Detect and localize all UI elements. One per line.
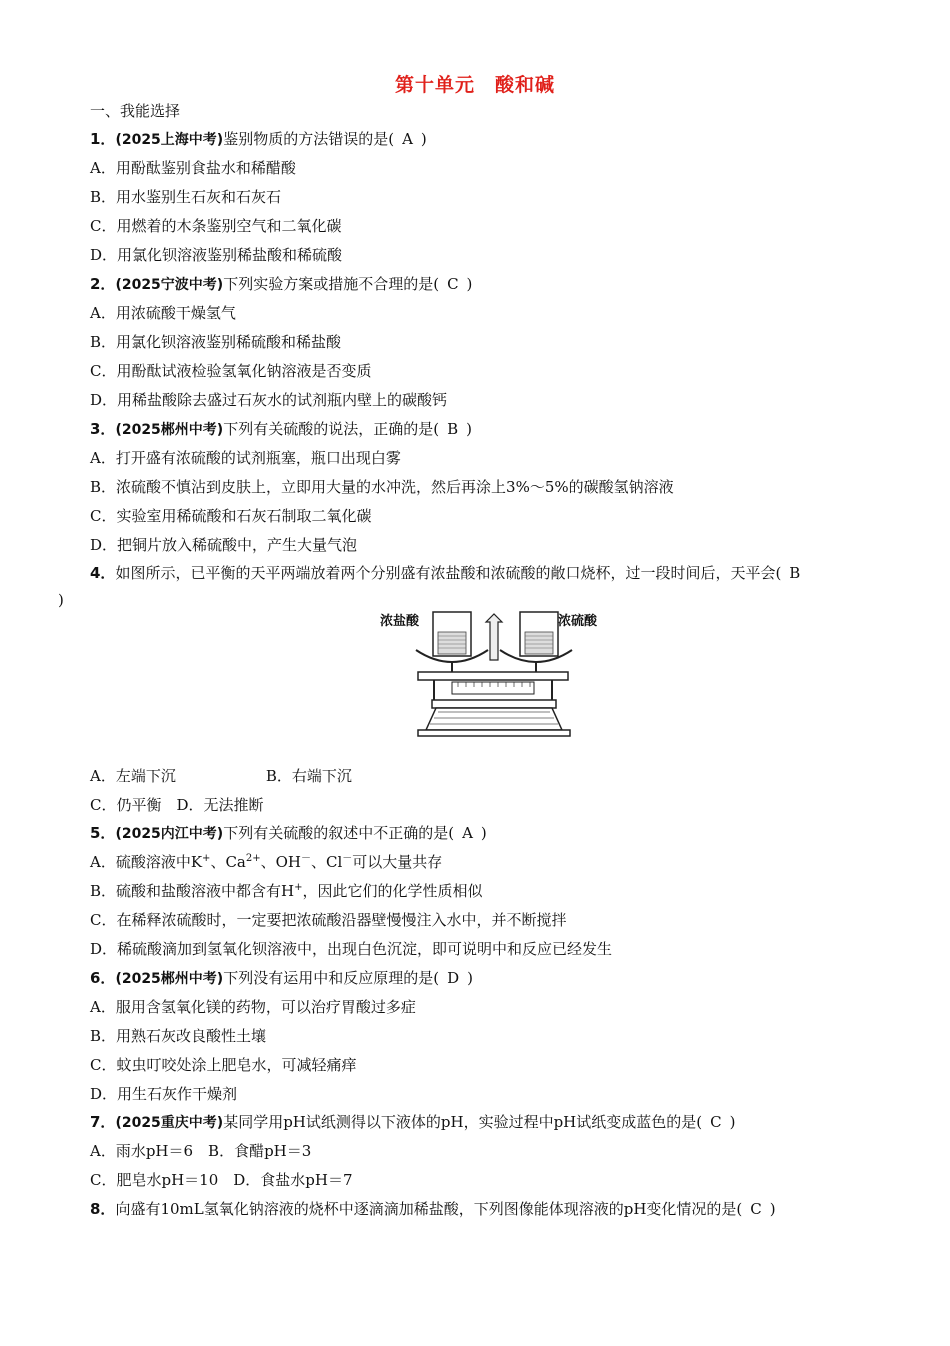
question-6	[90, 968, 473, 989]
base-top	[432, 700, 556, 708]
option-text: ，因此它们的化学性质相似	[302, 882, 483, 900]
close-paren: )	[466, 420, 472, 438]
question-source: (2025郴州中考)	[115, 971, 224, 987]
question-stem: 鉴别物质的方法错误的是(	[223, 130, 395, 148]
beam	[418, 672, 568, 680]
option: B．用熟石灰改良酸性土壤	[90, 1027, 267, 1045]
question-number: 1．	[90, 130, 116, 148]
question-source: (2025郴州中考)	[115, 422, 224, 438]
answer: C	[447, 275, 459, 293]
question-number: 8．	[90, 1200, 116, 1218]
close-paren: )	[480, 824, 487, 842]
question-stem: 下列实验方案或措施不合理的是(	[223, 275, 440, 293]
option: D．用生石灰作干燥剂	[90, 1085, 238, 1103]
option	[90, 881, 483, 901]
option: C．用酚酞试液检验氢氧化钠溶液是否变质	[90, 362, 372, 380]
question-source: (2025重庆中考)	[115, 1115, 224, 1131]
option: A．雨水pH＝6 B．食醋pH＝3	[90, 1142, 312, 1160]
option-text: 、OH	[260, 853, 301, 871]
answer: A	[462, 824, 473, 842]
answer: C	[750, 1200, 762, 1218]
page-title: 第十单元 酸和碱	[394, 74, 555, 96]
option: C．在稀释浓硫酸时，一定要把浓硫酸沿器壁慢慢注入水中，并不断搅拌	[90, 911, 567, 929]
close-paren: )	[729, 1113, 736, 1131]
section-heading: 一、我能选择	[90, 102, 181, 120]
label-conc-h2so4: 浓硫酸	[558, 614, 598, 629]
option: B．用氯化钡溶液鉴别稀硫酸和稀盐酸	[90, 333, 342, 351]
question-1	[90, 129, 427, 150]
base	[426, 708, 562, 730]
option: C．仍平衡 D．无法推断	[90, 796, 264, 814]
option: B．浓硫酸不慎沾到皮肤上，立即用大量的水冲洗，然后再涂上3%～5%的碳酸氢钠溶液	[90, 478, 674, 496]
question-number: 7．	[90, 1113, 116, 1131]
question-number: 3．	[90, 420, 116, 438]
right-beaker	[520, 612, 558, 656]
question-stem: 下列有关硫酸的叙述中不正确的是(	[223, 824, 455, 842]
option: A．打开盛有浓硫酸的试剂瓶塞，瓶口出现白雾	[90, 449, 401, 467]
option-text: 可以大量共存	[352, 853, 443, 871]
question-2	[90, 274, 472, 295]
close-paren: )	[466, 275, 473, 293]
option: C．实验室用稀硫酸和石灰石制取二氧化碳	[90, 507, 372, 525]
question-number: 2．	[90, 275, 116, 293]
option: D．用氯化钡溶液鉴别稀盐酸和稀硫酸	[90, 246, 343, 264]
superscript: －	[301, 853, 311, 864]
close-paren: )	[467, 969, 473, 987]
superscript: 2+	[245, 853, 261, 864]
option: A．服用含氢氧化镁的药物，可以治疗胃酸过多症	[90, 998, 416, 1016]
answer: B	[789, 564, 801, 582]
question-stem: 向盛有10mL氢氧化钠溶液的烧杯中逐滴滴加稀盐酸，下列图像能体现溶液的pH变化情况的是(	[115, 1200, 743, 1218]
question-source: (2025上海中考)	[115, 132, 224, 148]
question-7	[90, 1112, 735, 1133]
question-number: 6．	[90, 969, 116, 987]
question-3	[90, 419, 472, 440]
superscript: +	[202, 853, 211, 864]
option: C．蚊虫叮咬处涂上肥皂水，可减轻痛痒	[90, 1056, 357, 1074]
question-stem: 如图所示，已平衡的天平两端放着两个分别盛有浓盐酸和浓硫酸的敞口烧杯，过一段时间后，天平会(	[115, 564, 782, 582]
superscript: +	[294, 882, 303, 893]
option-text: A．硫酸溶液中K	[90, 853, 203, 871]
question-source: (2025内江中考)	[115, 826, 224, 842]
option: D．稀硫酸滴加到氢氧化钡溶液中，出现白色沉淀，即可说明中和反应已经发生	[90, 940, 613, 958]
answer: D	[447, 969, 460, 987]
close-paren: )	[769, 1200, 776, 1218]
question-5	[90, 823, 487, 844]
option: D．用稀盐酸除去盛过石灰水的试剂瓶内壁上的碳酸钙	[90, 391, 448, 409]
option: C．肥皂水pH＝10 D．食盐水pH＝7	[90, 1171, 353, 1189]
question-stem: 下列没有运用中和反应原理的是(	[223, 969, 440, 987]
close-paren: )	[420, 130, 427, 148]
question-number: 5．	[90, 824, 116, 842]
answer: B	[447, 420, 459, 438]
option: A．用浓硫酸干燥氢气	[90, 304, 236, 322]
option: A．用酚酞鉴别食盐水和稀醋酸	[90, 159, 296, 177]
answer: C	[710, 1113, 722, 1131]
option: C．用燃着的木条鉴别空气和二氧化碳	[90, 217, 342, 235]
option: A．左端下沉	[90, 767, 176, 785]
balance-illustration	[378, 608, 608, 740]
option-text: 、Cl	[311, 853, 343, 871]
question-8	[90, 1199, 776, 1219]
question-stem: 下列有关硫酸的说法，正确的是(	[223, 420, 440, 438]
question-4	[90, 563, 808, 583]
option	[90, 852, 442, 872]
option: B．右端下沉	[265, 767, 352, 785]
left-beaker	[433, 612, 471, 656]
question-4-options-row1	[90, 766, 352, 786]
close-paren: )	[58, 591, 64, 609]
question-stem: 某同学用pH试纸测得以下液体的pH，实验过程中pH试纸变成蓝色的是(	[223, 1113, 703, 1131]
answer: A	[402, 130, 413, 148]
superscript: －	[342, 853, 353, 864]
option: B．用水鉴别生石灰和石灰石	[90, 188, 282, 206]
pointer	[486, 614, 502, 660]
label-conc-hcl: 浓盐酸	[380, 614, 420, 629]
question-source: (2025宁波中考)	[115, 277, 224, 293]
option-text: 、Ca	[210, 853, 246, 871]
option-text: B．硫酸和盐酸溶液中都含有H	[90, 882, 295, 900]
question-number: 4．	[90, 564, 116, 582]
option: D．把铜片放入稀硫酸中，产生大量气泡	[90, 536, 358, 554]
